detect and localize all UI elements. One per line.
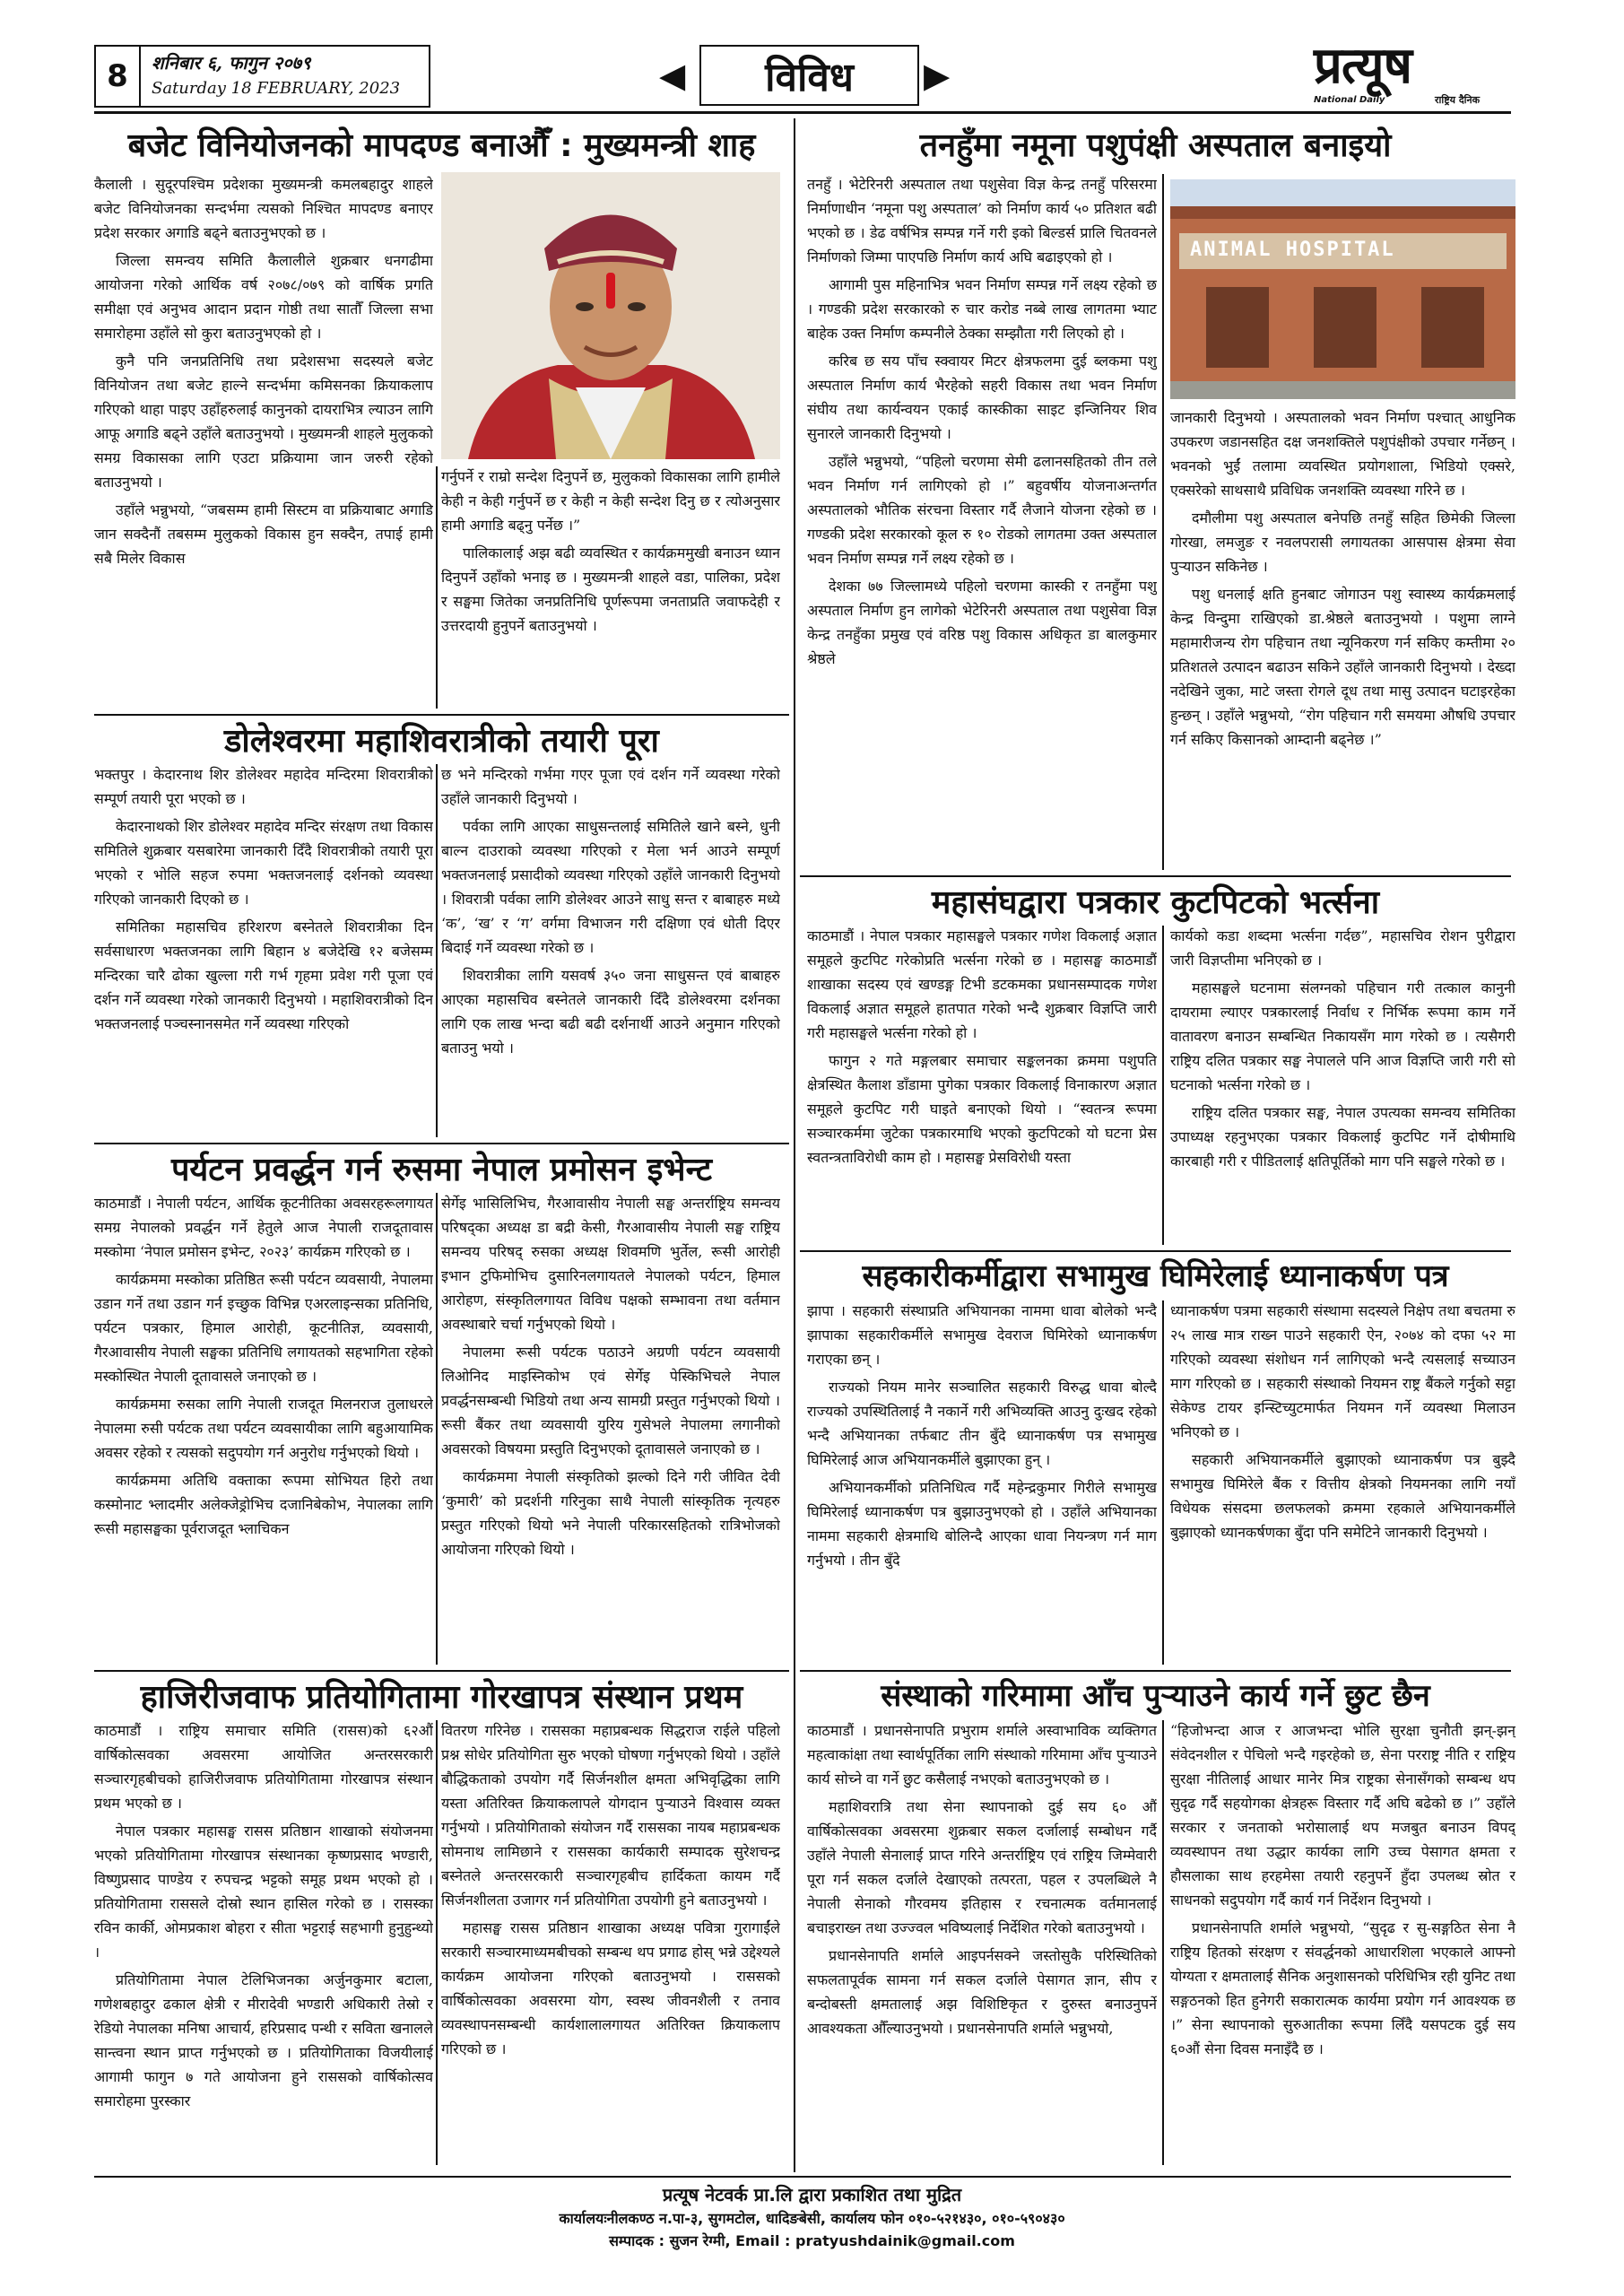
article-quiz-col1 [94, 1718, 433, 2167]
article-divider [94, 1143, 789, 1144]
paragraph: अभियानकर्मीको प्रतिनिधित्व गर्दै महेन्द्रकुमार गिरीले सभामुख घिमिरेलाई ध्यानाकर्षण पत्र बुझाउनुभएको हो । उहाँले अभियानका नाममा सहकारी क्षेत्रमाथि बोलिन्दै आएका धावा नियन्त्रण गर्न माग गर्नुभयो । तीन बुँदे [807, 1479, 1157, 1569]
paragraph: राज्यको नियम मानेर सञ्चालित सहकारी विरुद्ध धावा बोल्दै राज्यको उपस्थितिलाई नै नकार्ने गरी अभिव्यक्ति आउनु दुःखद रहेको भन्दै अभियानका तर्फबाट तीन बुँदे ध्यानाकर्षण पत्र सभामुख घिमिरेलाई आज अभियानकर्मीले बुझाएका हुन् । [807, 1378, 1157, 1468]
column-divider [1162, 926, 1164, 1245]
article-divider [94, 714, 789, 716]
paragraph: केदारनाथको शिर डोलेश्वर महादेव मन्दिर संरक्षण तथा विकास समितिले शुक्रबार यसबारेमा जानकारी दिँदै शिवरात्रीको तयारी पूरा भएको र भोलि सहज रुपमा भक्तजनलाई दर्शनको व्यवस्था गरिएको जानकारी दिएको छ । [94, 818, 433, 908]
paragraph: गर्नुपर्ने र राम्रो सन्देश दिनुपर्ने छ, मुलुकको विकासका लागि हामीले केही न केही गर्नुपर्ने छ र केही न केही सन्देश दिनु छ र त्योअनुसार हामी अगाडि बढ्नु पर्नेछ ।” [441, 468, 780, 534]
paragraph: नेपालमा रूसी पर्यटक पठाउने अग्रणी पर्यटन व्यवसायी लिओनिद माइस्निकोभ एवं सेर्गेइ पेस्किभिचले नेपाल प्रवर्द्धनसम्बन्धी भिडियो तथा अन्य सामग्री प्रस्तुत गर्नुभएको थियो । रूसी बैंकर तथा व्यवसायी युरिय गुसेभले नेपालमा लगानीको अवसरको विषयमा प्रस्तुति दिनुभएको दूतावासले जनाएको छ । [441, 1344, 780, 1457]
column-divider [436, 1193, 438, 1665]
paragraph: आगामी पुस महिनाभित्र भवन निर्माण सम्पन्न गर्ने लक्ष्य रहेको छ । गण्डकी प्रदेश सरकारको रु चार करोड नब्बे लाख लागतमा भ्याट बाहेक उक्त निर्माण कम्पनीले ठेक्का सम्झौता गरी लिएको हो । [807, 276, 1157, 342]
paragraph: महासङ्घले घटनामा संलग्नको पहिचान गरी तत्काल कानुनी दायरामा ल्याएर पत्रकारलाई निर्वाध र निर्भिक रूपमा काम गर्ने वातावरण बनाउन सम्बन्धित निकायसँग माग गरेको छ । त्यसैगरी राष्ट्रिय दलित पत्रकार सङ्घ नेपालले पनि आज विज्ञप्ति जारी गरी सो घटनाको भर्त्सना गरेको छ । [1170, 979, 1515, 1093]
headline-army: संस्थाको गरिमामा आँच पुऱ्याउने कार्य गर्ने छुट छैन [881, 1678, 1430, 1714]
date-box [94, 45, 430, 108]
paragraph: महासङ्घ रासस प्रतिष्ठान शाखाका अध्यक्ष पवित्रा गुरागाईंले सरकारी सञ्चारमाध्यमबीचको सम्बन्ध थप प्रगाढ होस् भन्ने उद्देश्यले कार्यक्रम आयोजना गरिएको बताउनुभयो । राससको वार्षिकोत्सवका अवसरमा योग, स्वस्थ जीवनशैली र तनाव व्यवस्थापनसम्बन्धी कार्यशालालगायत अतिरिक्त क्रियाकलाप गरिएको छ । [441, 1919, 780, 2057]
paragraph: कार्यक्रममा नेपाली संस्कृतिको झल्को दिने गरी जीवित देवी ‘कुमारी’ को प्रदर्शनी गरिनुका साथै नेपाली सांस्कृतिक नृत्यहरु प्रस्तुत गरिएको थियो भने नेपाली परिकारसहितको रात्रिभोजको आयोजना गरिएको थियो । [441, 1468, 780, 1558]
paragraph: पर्वका लागि आएका साधुसन्तलाई समितिले खाने बस्ने, धुनी बाल्न दाउराको व्यवस्था गरिएको र मेला भर्न आउने सम्पूर्ण भक्तजनलाई प्रसादीको व्यवस्था गरिएको उहाँले जानकारी दिनुभयो । शिवरात्री पर्वका लागि डोलेश्वर आउने साधु सन्त र बाबाहरु मध्ये ‘क’, ‘ख’ र ‘ग’ वर्गमा विभाजन गरी दक्षिणा एवं धोती दिएर बिदाई गर्ने व्यवस्था गरेको छ । [441, 818, 780, 956]
paragraph: उहाँले भन्नुभयो, “पहिलो चरणमा सेमी ढलानसहितको तीन तले भवन निर्माण गर्न लागिएको हो ।” बहुवर्षीय योजनाअन्तर्गत अस्पतालको भौतिक संरचना विस्तार गर्दै लैजाने योजना रहेको छ । गण्डकी प्रदेश सरकारको कूल रु १० रोडको लागतमा उक्त अस्पताल भवन निर्माण सम्पन्न गर्ने लक्ष्य रहेको छ । [807, 453, 1157, 567]
paragraph: सेर्गेइ भासिलिभिच, गैरआवासीय नेपाली सङ्घ अन्तर्राष्ट्रिय समन्वय परिषद्का अध्यक्ष डा बद्री केसी, गैरआवासीय नेपाली सङ्घ राष्ट्रिय समन्वय परिषद् रुसका अध्यक्ष शिवमणि भुर्तेल, रूसी आरोही इभान टुफिमोभिच दुसारिनलगायतले नेपालको पर्यटन, हिमाल आरोहण, संस्कृतिलगायत विविध पक्षको सम्भावना तथा वर्तमान अवस्थाबारे चर्चा गर्नुभएको थियो । [441, 1195, 780, 1333]
headline-tourism: पर्यटन प्रवर्द्धन गर्न रुसमा नेपाल प्रमोसन इभेन्ट [170, 1152, 713, 1188]
paragraph: कार्यक्रममा अतिथि वक्ताका रूपमा सोभियत हिरो तथा कस्मोनाट भ्लादमीर अलेक्जेड्रोभिच दजानिबेकोभ, नेपालका लागि रूसी महासङ्घका पूर्वराजदूत भ्लाचिकन [94, 1472, 433, 1537]
article-divider [800, 875, 1511, 877]
article-doleshwar-col1 [94, 762, 433, 1139]
logo-text: प्रत्यूष [1314, 37, 1411, 95]
article-budget-col2 [441, 465, 780, 710]
chief-minister-photo [441, 172, 780, 459]
article-budget-col1 [94, 172, 433, 710]
article-cooperative-col2 [1170, 1299, 1515, 1666]
footer-publisher: प्रत्यूष नेटवर्क प्रा.लि द्वारा प्रकाशित तथा मुद्रित [662, 2184, 962, 2205]
article-army-col1 [807, 1718, 1157, 2167]
paragraph: शिवरात्रीका लागि यसवर्ष ३५० जना साधुसन्त एवं बाबाहरु आएका महासचिव बस्नेतले जानकारी दिँदै डोलेश्वरमा दर्शनका लागि एक लाख भन्दा बढी बढी दर्शनार्थी आउने अनुमान गरिएको बताउनु भयो । [441, 967, 780, 1057]
article-army-col2 [1170, 1718, 1515, 2167]
headline-doleshwar: डोलेश्वरमा महाशिवरात्रीको तयारी पूरा [224, 723, 659, 760]
paragraph: तनहुँ । भेटेरिनरी अस्पताल तथा पशुसेवा विज्ञ केन्द्र तनहुँ परिसरमा निर्माणाधीन ‘नमूना पशु अस्पताल’ को निर्माण कार्य ५० प्रतिशत बढी भएको छ । डेढ वर्षभित्र सम्पन्न गर्ने गरी इको बिल्डर्स प्रालि चितवनले निर्माणको जिम्मा पाएपछि निर्माण कार्य अघि बढाइएको हो । [807, 176, 1157, 265]
paragraph: प्रतियोगितामा नेपाल टेलिभिजनका अर्जुनकुमार बटाला, गणेशबहादुर ढकाल क्षेत्री र मीरादेवी भण्डारी अधिकारी तेस्रो र रेडियो नेपालका मनिषा आचार्य, हरिप्रसाद पन्थी र सविता खनालले सान्त्वना स्थान प्राप्त गर्नुभएको छ । प्रतियोगिताका विजयीलाई आगामी फागुन ७ गते आयोजना हुने राससको वार्षिकोत्सव समारोहमा पुरस्कार [94, 1971, 433, 2109]
headline-federation: महासंघद्वारा पत्रकार कुटपिटको भर्त्सना [931, 884, 1380, 921]
paragraph: सहकारी अभियानकर्मीले बुझाएको ध्यानाकर्षण पत्र बुझ्दै सभामुख घिमिरेले बैंक र वित्तीय क्षेत्रको नियमनका लागि नयाँ विधेयक संसदमा छलफलको क्रममा रहकाले अभियानकर्मीले बुझाएको ध्यानकर्षणका बुँदा पनि समेटिने जानकारी दिनुभयो । [1170, 1451, 1515, 1541]
hospital-sign: ANIMAL HOSPITAL [1190, 239, 1395, 261]
paragraph: कार्यक्रममा मस्कोका प्रतिष्ठित रूसी पर्यटन व्यवसायी, नेपालमा उडान गर्ने तथा उडान गर्न इच्छुक विभिन्न एअरलाइन्सका प्रतिनिधि, पर्यटन पत्रकार, हिमाल आरोही, कूटनीतिज्ञ, व्यवसायी, गैरआवासीय नेपाली सङ्घका प्रतिनिधि लगायतको सहभागिता रहेको मस्कोस्थित नेपाली दूतावासले जनाएको छ । [94, 1271, 433, 1385]
article-tourism-col1 [94, 1191, 433, 1666]
newspaper-logo [1314, 39, 1511, 111]
column-divider [436, 764, 438, 1137]
right-arrow-icon: ▶ [924, 56, 951, 95]
paragraph: पालिकालाई अझ बढी व्यवस्थित र कार्यक्रममुखी बनाउन ध्यान दिनुपर्ने उहाँको भनाइ छ । मुख्यमन्त्री शाहले वडा, पालिका, प्रदेश र सङ्घमा जितेका जनप्रतिनिधि पूर्णरूपमा जनताप्रति जवाफदेही र उत्तरदायी हुनुपर्ने बताउनुभयो । [441, 544, 780, 634]
paragraph: काठमाडौं । राष्ट्रिय समाचार समिति (रासस)को ६२औं वार्षिकोत्सवका अवसरमा आयोजित अन्तरसरकारी सञ्चारगृहबीचको हाजिरीजवाफ प्रतियोगितामा गोरखापत्र संस्थान प्रथम भएको छ । [94, 1722, 433, 1812]
paragraph: काठमाडौं । नेपाल पत्रकार महासङ्घले पत्रकार गणेश विकलाई अज्ञात समूहले कुटपिट गरेकोप्रति भर्त्सना गरेको छ । महासङ्घ काठमाडौं शाखाका सदस्य एवं खण्डङ्ग टिभी डटकमका प्रधानसम्पादक गणेश विकलाई अज्ञात समूहले हातपात गरेको भन्दै शुक्रबार विज्ञप्ति जारी गरी महासङ्घले भर्त्सना गरेको हो । [807, 927, 1157, 1041]
headline-quiz: हाजिरीजवाफ प्रतियोगितामा गोरखापत्र संस्थान प्रथम [140, 1679, 743, 1716]
article-cooperative-col1 [807, 1299, 1157, 1666]
logo-tag: राष्ट्रिय दैनिक [1435, 94, 1481, 106]
paragraph: देशका ७७ जिल्लामध्ये पहिलो चरणमा कास्की र तनहुँमा पशु अस्पताल निर्माण हुन लागेको भेटेरिनरी अस्पताल तथा पशुसेवा विज्ञ केन्द्र तनहुँका प्रमुख एवं वरिष्ठ पशु विकास अधिकृत डा बालकुमार श्रेष्ठले [807, 578, 1157, 667]
paragraph: जानकारी दिनुभयो । अस्पतालको भवन निर्माण पश्चात् आधुनिक उपकरण जडानसहित दक्ष जनशक्तिले पशुपंक्षीको उपचार गर्नेछन् । भवनको भुईं तलामा व्यवस्थित प्रयोगशाला, भिडियो एक्सरे, एक्सरेको साथसाथै प्रविधिक जनशक्ति व्यवस्था गरिने छ । [1170, 409, 1515, 499]
paragraph: नेपाल पत्रकार महासङ्घ रासस प्रतिष्ठान शाखाको संयोजनमा भएको प्रतियोगितामा गोरखापत्र संस्थानका कृष्णप्रसाद भण्डारी, विष्णुप्रसाद पाण्डेय र रुपचन्द्र भट्टको समूह प्रथम भएको हो । प्रतियोगितामा राससले दोस्रो स्थान हासिल गरेको छ । रासस्का रविन कार्की, ओमप्रकाश बोहरा र सीता भट्टराई सहभागी हुनुहुन्थ्यो । [94, 1822, 433, 1961]
article-divider [800, 1250, 1511, 1252]
date-nepali: शनिबार ६, फागुन २०७९ [152, 52, 311, 74]
headline-hospital: तनहुँमा नमूना पशुपंक्षी अस्पताल बनाइयो [919, 127, 1392, 164]
footer-divider [94, 2176, 1511, 2178]
article-federation-col2 [1170, 924, 1515, 1247]
paragraph: छ भने मन्दिरको गर्भमा गएर पूजा एवं दर्शन गर्ने व्यवस्था गरेको उहाँले जानकारी दिनुभयो । [441, 766, 780, 807]
paragraph: काठमाडौं । नेपाली पर्यटन, आर्थिक कूटनीतिका अवसरहरूलगायत समग्र नेपालको प्रवर्द्धन गर्ने हेतुले आज नेपाली राजदूतावास मस्कोमा ‘नेपाल प्रमोसन इभेन्ट, २०२३’ कार्यक्रम गरिएको छ । [94, 1195, 433, 1260]
paragraph: जिल्ला समन्वय समिति कैलालीले शुक्रबार धनगढीमा आयोजना गरेको आर्थिक वर्ष २०७८/०७९ को वार्षिक प्रगति समीक्षा एवं अनुभव आदान प्रदान गोष्ठी तथा सातौँ जिल्ला सभा समारोहमा उहाँले सो कुरा बताउनुभएको हो । [94, 252, 433, 342]
article-tourism-col2 [441, 1191, 780, 1666]
paragraph: करिब छ सय पाँच स्क्वायर मिटर क्षेत्रफलमा दुई ब्लकमा पशु अस्पताल निर्माण कार्य भैरहेको सहरी विकास तथा भवन निर्माण संघीय तथा कार्यन्वयन एकाई कास्कीका साइट इन्जिनियर शिव सुनारले जानकारी दिनुभयो । [807, 352, 1157, 442]
paragraph: प्रधानसेनापति शर्माले आइपर्नसक्ने जस्तोसुकै परिस्थितिको सफलतापूर्वक सामना गर्न सकल दर्जाले पेसागत ज्ञान, सीप र बन्दोबस्ती क्षमतालाई अझ विशिष्टिकृत र दुरुस्त बनाउनुपर्ने आवश्यकता औँल्याउनुभयो । प्रधानसेनापति शर्माले भन्नुभयो, [807, 1947, 1157, 2037]
column-divider [1162, 1300, 1164, 1665]
paragraph: दमौलीमा पशु अस्पताल बनेपछि तनहुँ सहित छिमेकी जिल्ला गोरखा, लमजुङ र नवलपरासी लगायतका आसपास क्षेत्रमा सेवा पुऱ्याउन सकिनेछ । [1170, 509, 1515, 575]
footer-editor: सम्पादक : सुजन रेग्मी, Email : pratyushdainik@gmail.com [609, 2232, 1015, 2249]
article-federation-col1 [807, 924, 1157, 1247]
paragraph: “हिजोभन्दा आज र आजभन्दा भोलि सुरक्षा चुनौती झन्-झन् संवेदनशील र पेचिलो भन्दै गइरहेको छ, सेना परराष्ट्र नीति र राष्ट्रिय सुरक्षा नीतिलाई आधार मानेर मित्र राष्ट्रका सेनासँगको सम्बन्ध थप सुदृढ गर्दै सहयोगका क्षेत्रहरू विस्तार गर्दै अघि बढेको छ ।” उहाँले सरकार र जनताको भरोसालाई थप मजबुत बनाउन विपद् व्यवस्थापन तथा उद्धार कार्यका लागि उच्च पेसागत क्षमता र हौसलाका साथ हरहमेसा तयारी रहनुपर्ने हुँदा उपलब्ध स्रोत र साधनको सदुपयोग गर्दै कार्य गर्न निर्देशन दिनुभयो । [1170, 1722, 1515, 1909]
column-divider [1162, 1720, 1164, 2165]
date-english: Saturday 18 FEBRUARY, 2023 [152, 79, 401, 98]
header-divider [94, 111, 1511, 114]
hospital-photo [1170, 179, 1515, 399]
paragraph: कुनै पनि जनप्रतिनिधि तथा प्रदेशसभा सदस्यले बजेट विनियोजन तथा बजेट हाल्ने सन्दर्भमा कमिसनका क्रियाकलाप गरिएको थाहा पाइए उहाँहरुलाई कानुनको दायराभित्र ल्याउन लागि आफू अगाडि बढ्ने उहाँले बताउनुभयो । मुख्यमन्त्री शाहले मुलुकको समग्र विकासका लागि एउटा प्रक्रियामा जान जरुरी रहेको बताउनुभयो । [94, 352, 433, 491]
column-divider [436, 466, 438, 709]
paragraph: महाशिवरात्रि तथा सेना स्थापनाको दुई सय ६० औं वार्षिकोत्सवका अवसरमा शुक्रबार सकल दर्जालाई सम्बोधन गर्दै उहाँले नेपाली सेनालाई प्राप्त गरिने अन्तर्राष्ट्रिय एवं राष्ट्रिय जिम्मेवारी पूरा गर्न सकल दर्जाले देखाएको तत्परता, पहल र उपलब्धिले नै नेपाली सेनाको गौरवमय इतिहास र रचनात्मक वर्तमानलाई बचाइराख्न तथा उज्ज्वल भविष्यलाई निर्देशित गरेको बताउनुभयो । [807, 1798, 1157, 1936]
page-number: 8 [96, 47, 141, 106]
left-arrow-icon: ◀ [659, 56, 686, 95]
paragraph: कार्यको कडा शब्दमा भर्त्सना गर्दछ”, महासचिव रोशन पुरीद्वारा जारी विज्ञप्तीमा भनिएको छ । [1170, 927, 1515, 969]
paragraph: भक्तपुर । केदारनाथ शिर डोलेश्वर महादेव मन्दिरमा शिवरात्रीको सम्पूर्ण तयारी पूरा भएको छ । [94, 766, 433, 807]
article-hospital-col1 [807, 172, 1157, 872]
paragraph: काठमाडौं । प्रधानसेनापति प्रभुराम शर्माले अस्वाभाविक व्यक्तिगत महत्वाकांक्षा तथा स्वार्थपूर्तिका लागि संस्थाको गरिमामा आँच पुऱ्याउने कार्य सोच्ने वा गर्ने छुट कसैलाई नभएको बताउनुभएको छ । [807, 1722, 1157, 1787]
paragraph: झापा । सहकारी संस्थाप्रति अभियानका नाममा धावा बोलेको भन्दै झापाका सहकारीकर्मीले सभामुख देवराज घिमिरेको ध्यानाकर्षण गराएका छन् । [807, 1302, 1157, 1368]
page-divider [794, 118, 795, 2172]
paragraph: पशु धनलाई क्षति हुनबाट जोगाउन पशु स्वास्थ्य कार्यक्रमलाई केन्द्र विन्दुमा राखिएको डा.श्रेष्ठले बताउनुभयो । पशुमा लाग्ने महामारीजन्य रोग पहिचान तथा न्यूनिकरण गर्न सकिए कम्तीमा २० प्रतिशतले उत्पादन बढाउन सकिने उहाँले जानकारी दिनुभयो । देख्दा नदेखिने जुका, माटे जस्ता रोगले दूध तथा मासु उत्पादन घटाइरहेका हुन्छन् । उहाँले भन्नुभयो, “रोग पहिचान गरी समयमा औषधि उपचार गर्न सकिए किसानको आम्दानी बढ्नेछ ।” [1170, 586, 1515, 748]
paragraph: वितरण गरिनेछ । राससका महाप्रबन्धक सिद्धराज राईले पहिलो प्रश्न सोधेर प्रतियोगिता सुरु भएको घोषणा गर्नुभएको थियो । उहाँले बौद्धिकताको उपयोग गर्दै सिर्जनशील क्षमता अभिवृद्धिका लागि यस्ता अतिरिक्त क्रियाकलापले योगदान पुऱ्याउने विश्वास व्यक्त गर्नुभयो । प्रतियोगिताको संयोजन गर्दै राससका नायब महाप्रबन्धक सोमनाथ लामिछाने र राससका कार्यकारी सम्पादक सुरेशचन्द्र बस्नेतले अन्तरसरकारी सञ्चारगृहबीच हार्दिकता कायम गर्दै सिर्जनशीलता उजागर गर्न प्रतियोगिता उपयोगी हुने बताउनुभयो । [441, 1722, 780, 1909]
paragraph: कार्यक्रममा रुसका लागि नेपाली राजदूत मिलनराज तुलाधरले नेपालमा रुसी पर्यटक तथा पर्यटन व्यवसायीका लागि बहुआयामिक अवसर रहेको र त्यसको सदुपयोग गर्न अनुरोध गर्नुभएको थियो । [94, 1396, 433, 1461]
column-divider [436, 1720, 438, 2165]
footer-address: कार्यालयःनीलकण्ठ न.पा-३, सुगमटोल, धादिङबेसी, कार्यालय फोन ०१०-५२१४३०, ०१०-५९०४३० [559, 2210, 1065, 2227]
article-divider [800, 1670, 1511, 1672]
paragraph: ध्यानाकर्षण पत्रमा सहकारी संस्थामा सदस्यले निक्षेप तथा बचतमा रु २५ लाख मात्र राख्न पाउने सहकारी ऐन, २०७४ को दफा ५२ मा गरिएको व्यवस्था संशोधन गर्न लागिएको भन्दै त्यसलाई सच्याउन माग गरिएको छ । सहकारी संस्थाको नियमन राष्ट्र बैंकले गर्नुको सट्टा सेकेण्ड टायर इन्स्टिच्युटमार्फत नियमन गर्ने व्यवस्था मिलाउन भनिएको छ । [1170, 1302, 1515, 1440]
article-hospital-col2 [1170, 405, 1515, 872]
logo-sub: National Daily [1314, 95, 1385, 105]
paragraph: कैलाली । सुदूरपश्चिम प्रदेशका मुख्यमन्त्री कमलबहादुर शाहले बजेट विनियोजनका सन्दर्भमा त्यसको निश्चित मापदण्ड बनाएर प्रदेश सरकार अगाडि बढ्ने बताउनुभएको छ । [94, 176, 433, 241]
paragraph: समितिका महासचिव हरिशरण बस्नेतले शिवरात्रीका दिन सर्वसाधारण भक्तजनका लागि बिहान ४ बजेदेखि १२ बजेसम्म मन्दिरका चारै ढोका खुल्ला गरी गर्भ गृहमा प्रवेश गरी पूजा एवं दर्शन गर्ने व्यवस्था गरेको जानकारी दिनुभयो । महाशिवरात्रीको दिन भक्तजनलाई पञ्चस्नानसमेत गर्ने व्यवस्था गरिएको [94, 918, 433, 1032]
headline-budget: बजेट विनियोजनको मापदण्ड बनाऔँ : मुख्यमन्त्री शाह [127, 127, 756, 164]
paragraph: उहाँले भन्नुभयो, “जबसम्म हामी सिस्टम वा प्रक्रियाबाट अगाडि जान सक्दैनौं तबसम्म मुलुकको विकास हुन सक्दैन, तपाई हामी सबै मिलेर विकास [94, 501, 433, 567]
section-title: विविध [699, 45, 919, 106]
article-doleshwar-col2 [441, 762, 780, 1139]
paragraph: राष्ट्रिय दलित पत्रकार सङ्घ, नेपाल उपत्यका समन्वय समितिका उपाध्यक्ष रहनुभएका पत्रकार विकलाई कुटपिट गर्ने दोषीमाथि कारबाही गरी र पीडितलाई क्षतिपूर्तिको माग पनि सङ्घले गरेको छ । [1170, 1104, 1515, 1170]
paragraph: प्रधानसेनापति शर्माले भन्नुभयो, “सुदृढ र सु-सङ्गठित सेना नै राष्ट्रिय हितको संरक्षण र संवर्द्धनको आधारशिला भएकाले आफ्नो योग्यता र क्षमतालाई सैनिक अनुशासनको परिधिभित्र रही युनिट तथा सङ्गठनको हित हुनेगरी सकारात्मक कार्यमा प्रयोग गर्न आवश्यक छ ।” सेना स्थापनाको सुरुआतीका रूपमा लिँदै यसपटक दुई सय ६०औं सेना दिवस मनाइँदै छ । [1170, 1919, 1515, 2057]
headline-cooperative: सहकारीकर्मीद्वारा सभामुख घिमिरेलाई ध्यानाकर्षण पत्र [862, 1258, 1449, 1294]
paragraph: फागुन २ गते मङ्गलबार समाचार सङ्कलनका क्रममा पशुपति क्षेत्रस्थित कैलाश डाँडामा पुगेका पत्रकार विकलाई विनाकारण अज्ञात समूहले कुटपिट गरी घाइते बनाएको थियो । “स्वतन्त्र रूपमा सञ्चारकर्ममा जुटेका पत्रकारमाथि भएको कुटपिटको यो घटना प्रेस स्वतन्त्रताविरोधी काम हो । महासङ्घ प्रेसविरोधी यस्ता [807, 1052, 1157, 1166]
article-quiz-col2 [441, 1718, 780, 2167]
column-divider [1162, 174, 1164, 870]
article-divider [94, 1670, 789, 1672]
